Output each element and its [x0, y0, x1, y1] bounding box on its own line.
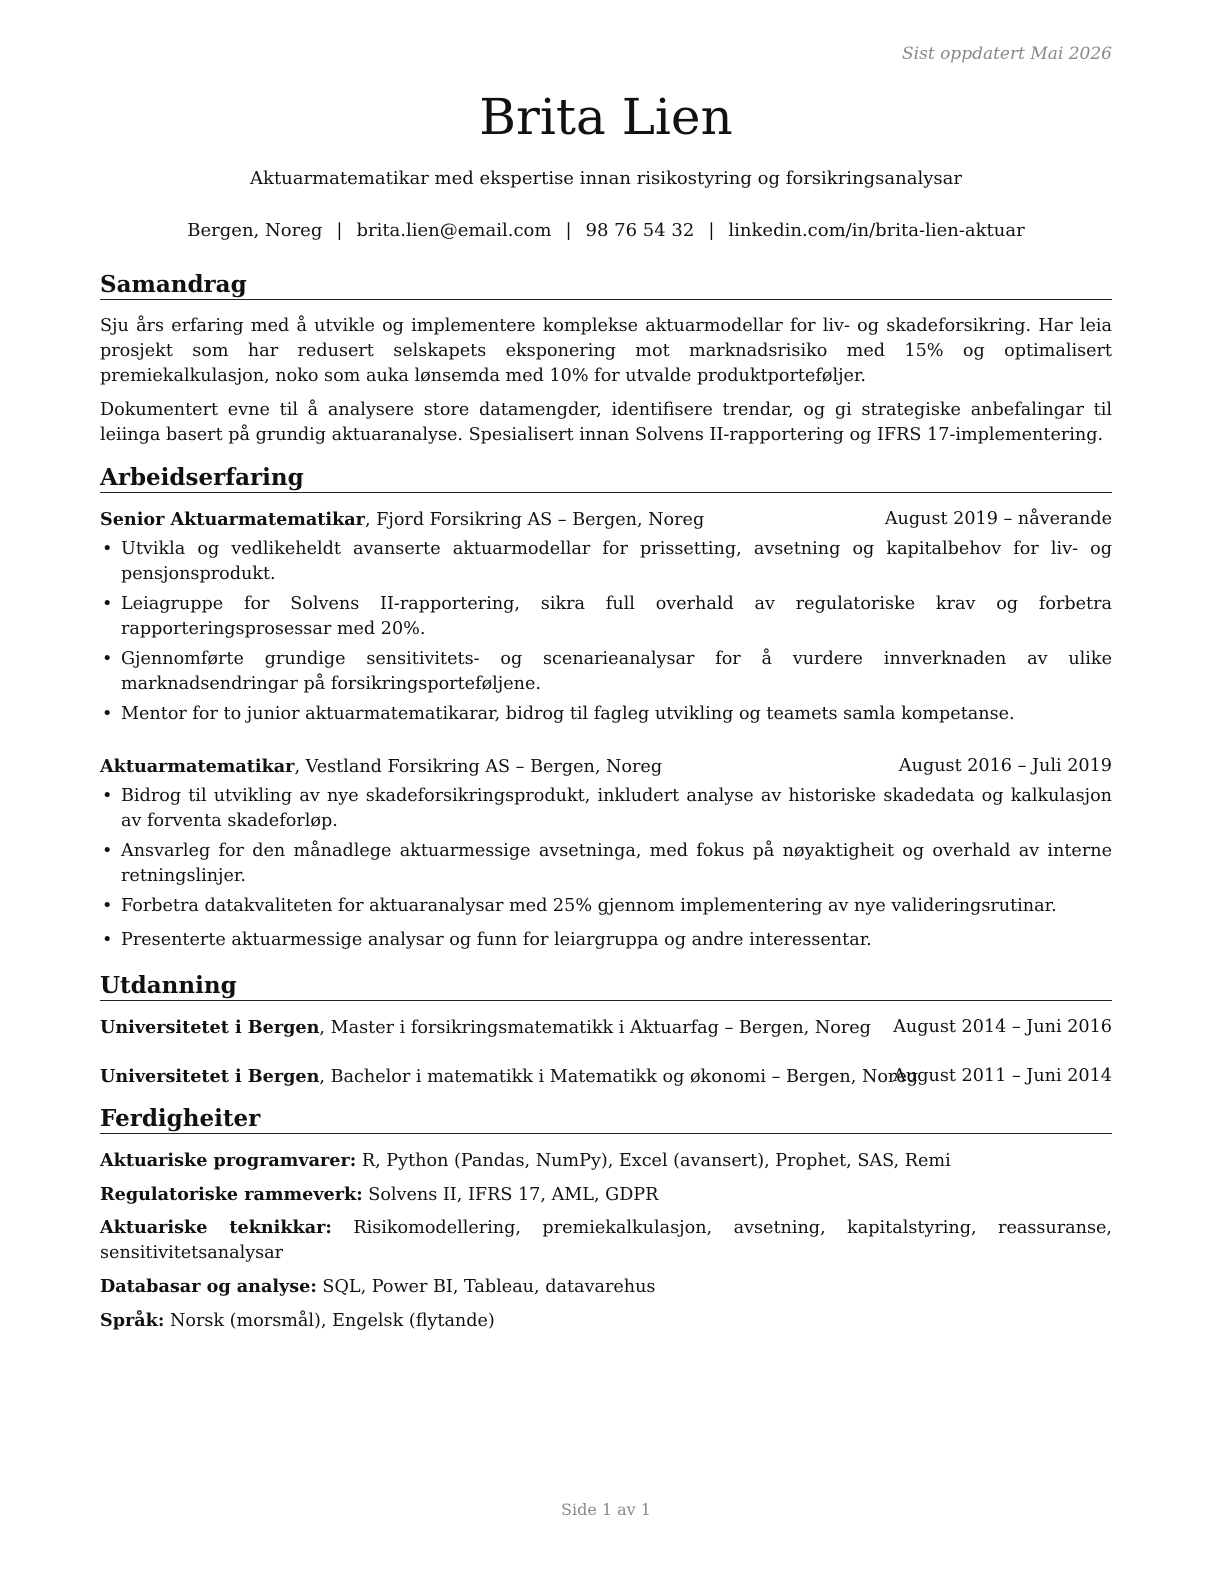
- contact-linkedin[interactable]: linkedin.com/in/brita-lien-aktuar: [728, 220, 1025, 241]
- contact-location: Bergen, Noreg: [187, 220, 323, 241]
- skill-label: Databasar og analyse:: [100, 1276, 317, 1297]
- bullet-icon: •: [102, 649, 113, 669]
- candidate-name: Brita Lien: [479, 88, 733, 146]
- section-title-skills: Ferdigheiter: [100, 1105, 1112, 1134]
- page-number: Side 1 av 1: [561, 1500, 651, 1519]
- bullet-icon: •: [102, 841, 113, 861]
- job-bullets: [100, 537, 1112, 727]
- list-item: • Utvikla og vedlikeheldt avanserte aktuarmodellar for prissetting, avsetning og kapitalbehov for liv- og pensjonsprodukt.: [102, 539, 1112, 584]
- bullet-icon: •: [102, 594, 113, 614]
- list-item: • Ansvarleg for den månadlege aktuarmessige avsetninga, med fokus på nøyaktigheit og overhald av interne retningslinjer.: [102, 841, 1112, 886]
- summary-paragraph: Dokumentert evne til å analysere store datamengder, identifisere trendar, og gi strategiske anbefalingar til leiinga basert på grundig aktuaranalyse. Spesialisert innan Solvens II-rapportering og IFRS 17-implementering.: [100, 400, 1112, 445]
- skill-row: [100, 1274, 1112, 1300]
- skill-row: [100, 1215, 1112, 1266]
- contact-separator: |: [708, 220, 715, 241]
- job-date: August 2016 – Juli 2019: [898, 756, 1112, 776]
- skill-value: SQL, Power BI, Tableau, datavarehus: [316, 1277, 656, 1297]
- education-date: August 2014 – Juni 2016: [893, 1017, 1112, 1037]
- job-employer: , Fjord Forsikring AS – Bergen, Noreg: [364, 510, 705, 530]
- contact-phone: 98 76 54 32: [585, 220, 695, 241]
- skill-row: [100, 1308, 1112, 1334]
- skill-label: Språk:: [100, 1310, 165, 1331]
- job-employer: , Vestland Forsikring AS – Bergen, Noreg: [294, 757, 663, 777]
- contact-email[interactable]: brita.lien@email.com: [356, 220, 552, 241]
- education-item: [100, 1015, 1112, 1041]
- bullet-icon: •: [102, 786, 113, 806]
- education-detail: , Master i forsikringsmatematikk i Aktuarfag – Bergen, Noreg: [319, 1018, 871, 1038]
- list-item: • Presenterte aktuarmessige analysar og funn for leiargruppa og andre interessentar.: [100, 928, 1112, 953]
- skill-row: [100, 1148, 1112, 1174]
- skill-value: R, Python (Pandas, NumPy), Excel (avansert), Prophet, SAS, Remi: [356, 1151, 951, 1171]
- list-item: • Forbetra datakvaliteten for aktuaranalysar med 25% gjennom implementering av nye valideringsrutinar.: [100, 894, 1112, 919]
- bullet-icon: •: [102, 704, 113, 724]
- summary-paragraph: Sju års erfaring med å utvikle og implementere komplekse aktuarmodellar for liv- og skadeforsikring. Har leia prosjekt som har redusert selskapets eksponering mot marknadsrisiko med 15% og optimalisert premiekalkulasjon, noko som auka lønsemda med 10% for utvalde produktporteføljer.: [100, 316, 1112, 386]
- contact-separator: |: [565, 220, 572, 241]
- bullet-icon: •: [102, 930, 113, 950]
- bullet-icon: •: [102, 539, 113, 559]
- job-header: [100, 507, 1112, 533]
- job-role: Senior Aktuarmatematikar: [100, 509, 365, 530]
- job-header: [100, 754, 1112, 780]
- job-date: August 2019 – nåverande: [884, 509, 1112, 529]
- education-school: Universitetet i Bergen: [100, 1066, 320, 1087]
- skill-value: Risikomodellering, premiekalkulasjon, avsetning, kapitalstyring, reassuranse, sensitivitetsanalysar: [100, 1218, 1113, 1263]
- bullet-icon: •: [102, 896, 113, 916]
- education-detail: , Bachelor i matematikk i Matematikk og økonomi – Bergen, Noreg: [319, 1067, 919, 1087]
- education-date: August 2011 – Juni 2014: [893, 1066, 1112, 1086]
- skill-label: Regulatoriske rammeverk:: [100, 1184, 363, 1205]
- contact-separator: |: [336, 220, 343, 241]
- skill-label: Aktuariske teknikkar:: [100, 1217, 332, 1238]
- list-item: • Mentor for to junior aktuarmatematikarar, bidrog til fagleg utvikling og teamets samla kompetanse.: [100, 702, 1112, 727]
- list-item: • Leiagruppe for Solvens II-rapportering, sikra full overhald av regulatoriske krav og forbetra rapporteringsprosessar med 20%.: [102, 594, 1112, 639]
- skill-value: Solvens II, IFRS 17, AML, GDPR: [362, 1185, 659, 1205]
- last-updated: Sist oppdatert Mai 2026: [902, 44, 1112, 64]
- tagline: Aktuarmatematikar med ekspertise innan risikostyring og forsikringsanalysar: [250, 168, 962, 189]
- section-title-experience: Arbeidserfaring: [100, 464, 1112, 493]
- skill-row: [100, 1182, 1112, 1208]
- list-item: • Bidrog til utvikling av nye skadeforsikringsprodukt, inkludert analyse av historiske skadedata og kalkulasjon av forventa skadeforløp.: [102, 786, 1112, 831]
- skill-value: Norsk (morsmål), Engelsk (flytande): [164, 1311, 495, 1331]
- job-bullets: [100, 784, 1112, 953]
- contact-line: [100, 218, 1112, 244]
- section-title-education: Utdanning: [100, 972, 1112, 1001]
- education-school: Universitetet i Bergen: [100, 1017, 320, 1038]
- section-title-summary: Samandrag: [100, 271, 1112, 300]
- job-role: Aktuarmatematikar: [100, 756, 295, 777]
- education-item: [100, 1064, 1112, 1090]
- list-item: • Gjennomførte grundige sensitivitets- og scenarieanalysar for å vurdere innverknaden av ulike marknadsendringar på forsikringsporteføljene.: [102, 649, 1112, 694]
- skill-label: Aktuariske programvarer:: [100, 1150, 357, 1171]
